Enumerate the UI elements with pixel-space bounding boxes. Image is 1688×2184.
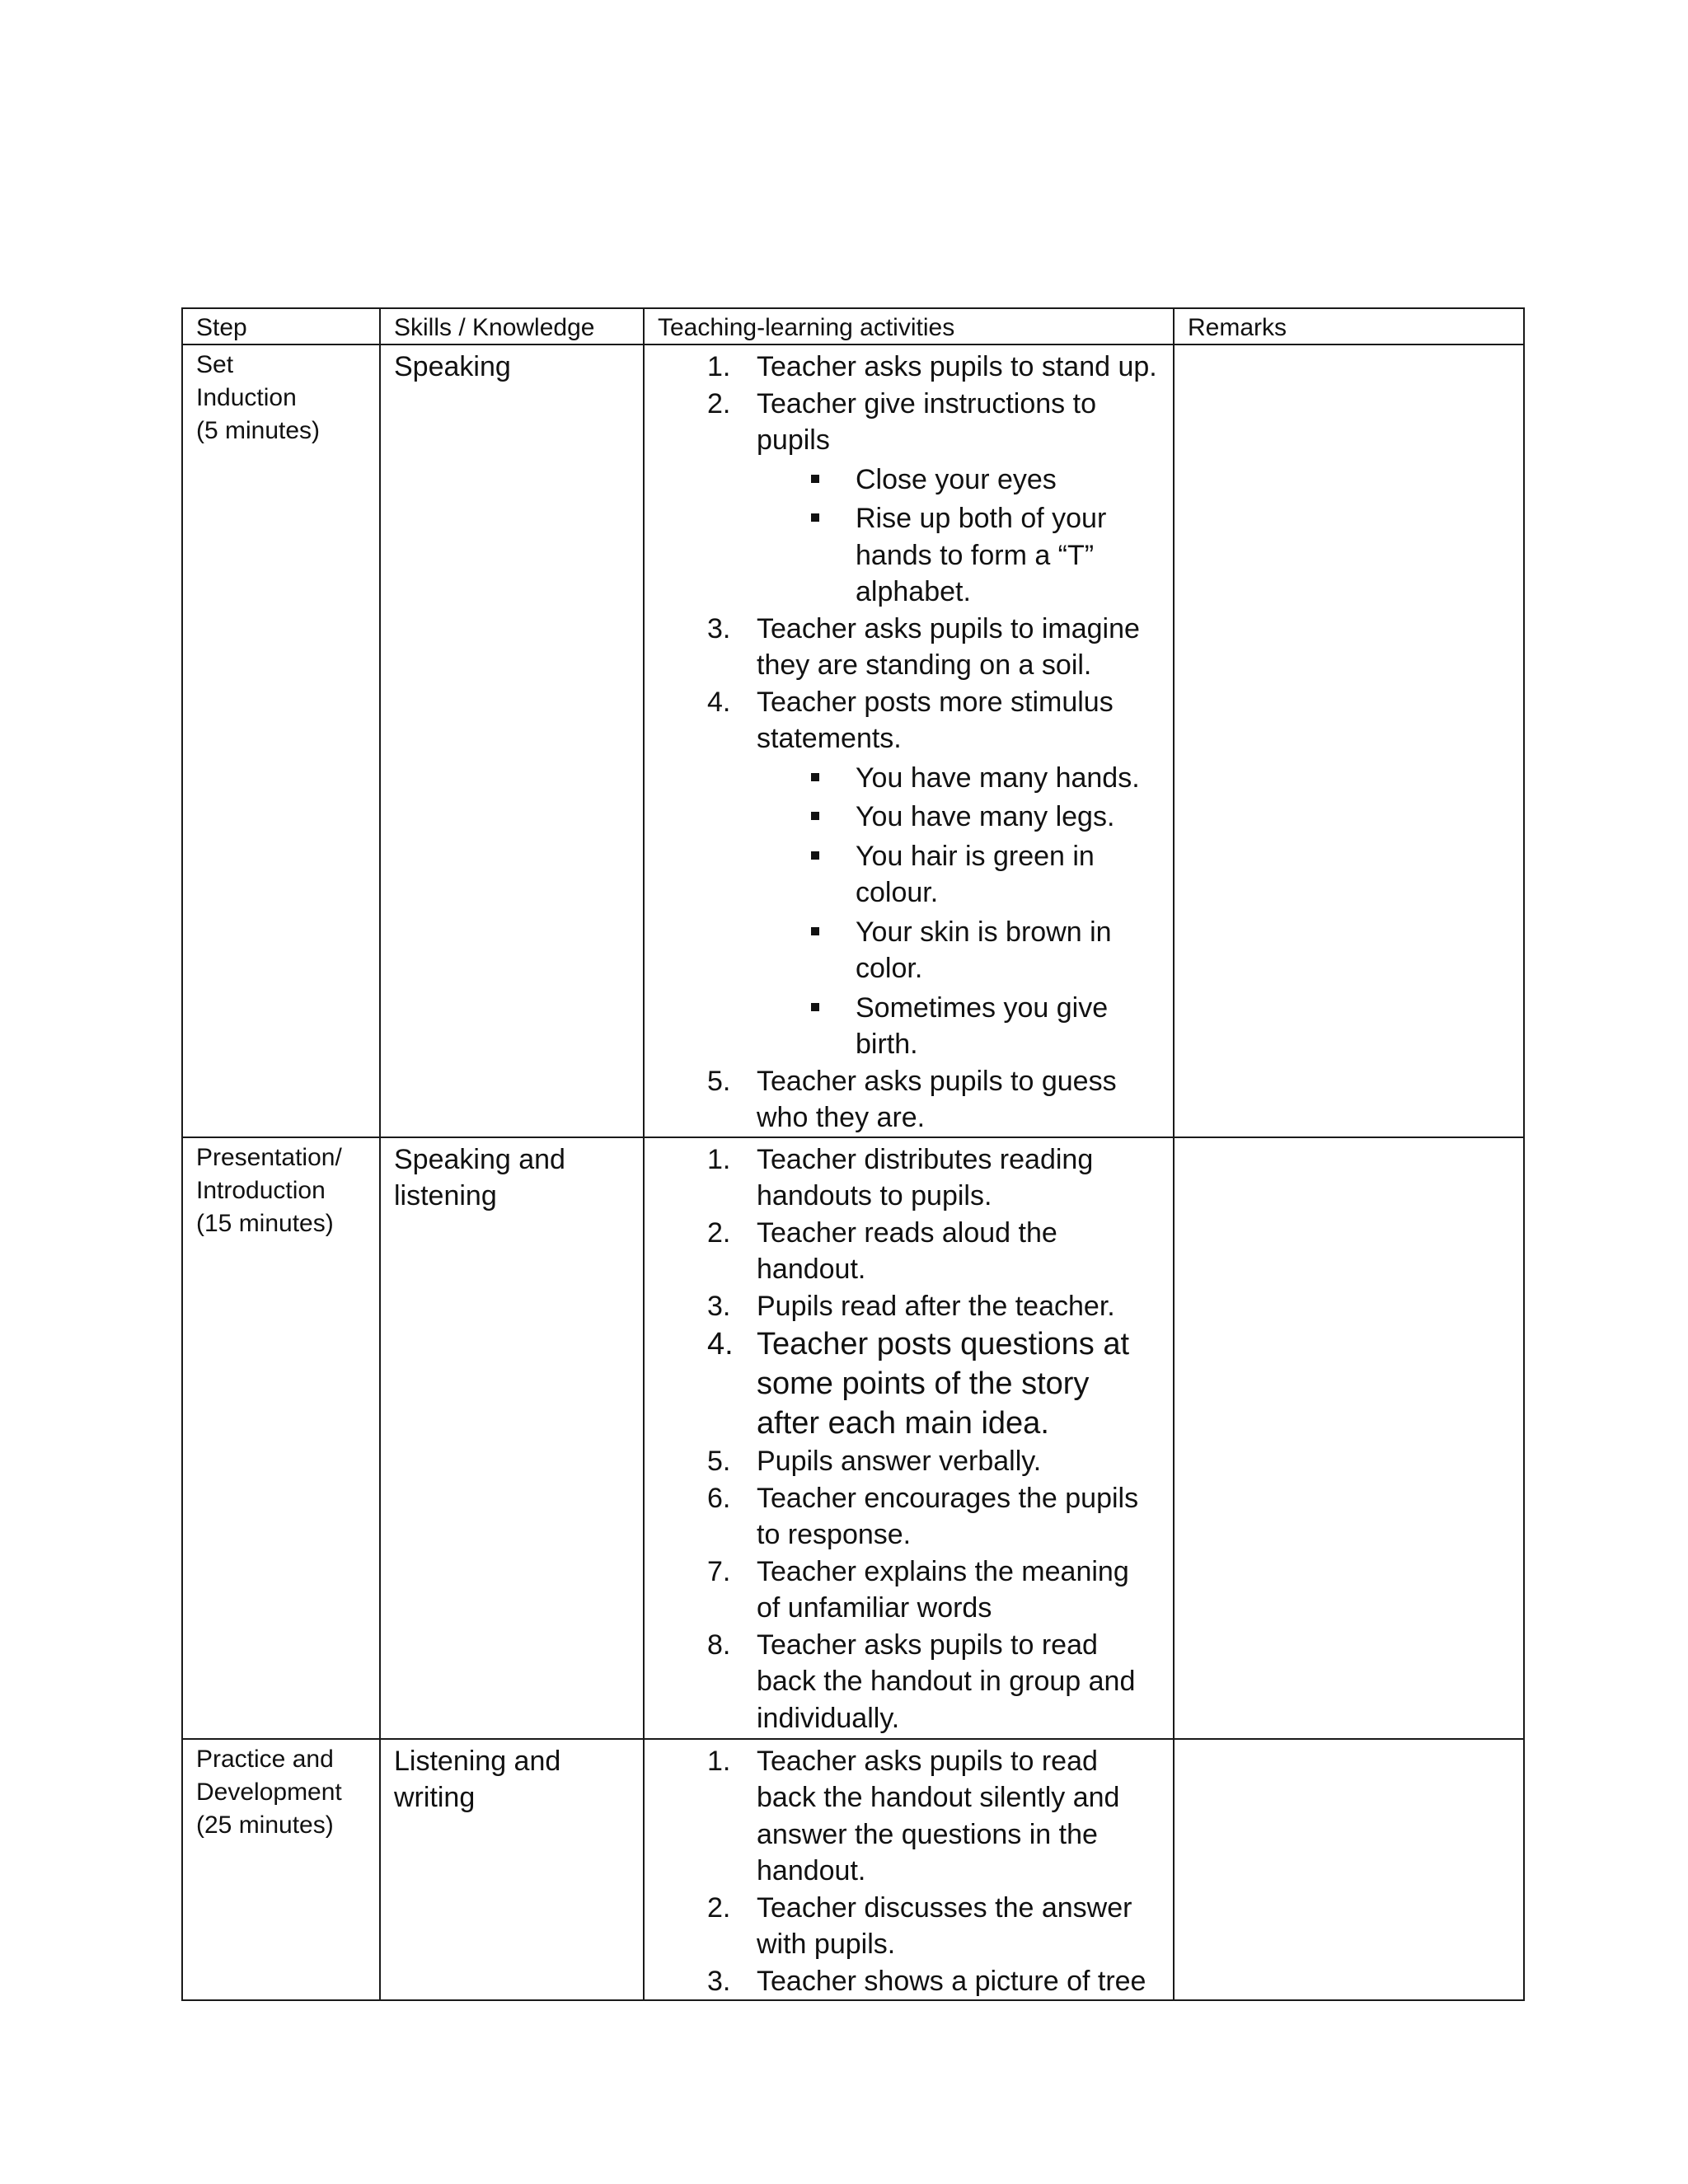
header-step: Step xyxy=(182,308,380,344)
activity-text: Teacher distributes reading handouts to pupils. xyxy=(757,1143,1094,1212)
activity-number: 5. xyxy=(707,1065,731,1097)
sub-item-text: Sometimes you give birth. xyxy=(856,991,1109,1060)
activity-number: 1. xyxy=(707,1143,731,1175)
activity-text: Teacher posts more stimulus statements. xyxy=(757,686,1114,754)
header-remarks: Remarks xyxy=(1174,308,1524,344)
activity-text: Teacher explains the meaning of unfamiliar words xyxy=(757,1555,1129,1624)
sub-item-text: You have many legs. xyxy=(856,801,1115,832)
step-label: Set Induction (5 minutes) xyxy=(196,351,321,444)
activity-number: 4. xyxy=(707,1327,734,1361)
activity-number: 8. xyxy=(707,1629,731,1661)
square-bullet-icon xyxy=(811,513,819,522)
activity-text: Teacher asks pupils to read back the handout in group and individually. xyxy=(757,1629,1136,1734)
activity-number: 1. xyxy=(707,351,731,382)
activities-cell xyxy=(644,1739,1174,2001)
activity-item xyxy=(658,1141,1160,1215)
sub-item-text: Your skin is brown in color. xyxy=(856,916,1112,984)
sub-item-text: You hair is green in colour. xyxy=(856,840,1095,908)
activity-item xyxy=(658,1215,1160,1288)
sub-list xyxy=(757,462,1160,611)
remarks-cell xyxy=(1174,1137,1524,1739)
activities-list xyxy=(658,1141,1160,1737)
activities-cell xyxy=(644,1137,1174,1739)
skills-label: Speaking and listening xyxy=(394,1143,565,1212)
step-cell xyxy=(182,344,380,1137)
table-row xyxy=(182,1137,1524,1739)
activity-number: 2. xyxy=(707,1891,731,1924)
activity-number: 3. xyxy=(707,1290,731,1322)
sub-item xyxy=(757,838,1160,912)
activity-number: 4. xyxy=(707,686,731,718)
activity-text: Teacher posts questions at some points of the story after each main idea. xyxy=(757,1327,1130,1441)
activity-text: Teacher encourages the pupils to response. xyxy=(757,1482,1139,1550)
step-cell xyxy=(182,1739,380,2001)
activity-number: 3. xyxy=(707,1965,731,1997)
activity-item xyxy=(658,684,1160,1063)
activity-text: Teacher discusses the answer with pupils. xyxy=(757,1891,1132,1960)
skills-cell xyxy=(380,1137,644,1739)
skills-cell xyxy=(380,1739,644,2001)
activity-text: Teacher asks pupils to imagine they are standing on a soil. xyxy=(757,612,1140,681)
table-row xyxy=(182,1739,1524,2001)
activity-item xyxy=(658,1554,1160,1627)
square-bullet-icon xyxy=(811,927,819,935)
sub-item-text: Rise up both of your hands to form a “T” alphabet. xyxy=(856,503,1107,607)
activity-item xyxy=(658,1963,1160,2000)
activity-text: Teacher asks pupils to guess who they are. xyxy=(757,1065,1117,1133)
activity-item xyxy=(658,1063,1160,1137)
square-bullet-icon xyxy=(811,773,819,781)
remarks-cell xyxy=(1174,1739,1524,2001)
activity-item xyxy=(658,349,1160,386)
header-activities: Teaching-learning activities xyxy=(644,308,1174,344)
skills-label: Listening and writing xyxy=(394,1745,561,1813)
activity-text: Pupils read after the teacher. xyxy=(757,1290,1115,1322)
activity-number: 5. xyxy=(707,1446,731,1477)
activity-item xyxy=(658,386,1160,611)
activity-item xyxy=(658,1443,1160,1480)
activity-item xyxy=(658,1480,1160,1554)
header-row xyxy=(182,308,1524,344)
square-bullet-icon xyxy=(811,812,819,820)
activity-text: Pupils answer verbally. xyxy=(757,1446,1042,1477)
sub-item-text: Close your eyes xyxy=(856,463,1057,495)
square-bullet-icon xyxy=(811,851,819,860)
activity-text: Teacher shows a picture of tree xyxy=(757,1965,1146,1997)
activity-item xyxy=(658,1324,1160,1443)
activity-number: 3. xyxy=(707,612,731,644)
sub-item xyxy=(757,914,1160,987)
square-bullet-icon xyxy=(811,1003,819,1011)
sub-item xyxy=(757,462,1160,499)
skills-label: Speaking xyxy=(394,351,511,382)
activity-item xyxy=(658,1288,1160,1325)
activity-number: 1. xyxy=(707,1745,731,1777)
skills-cell xyxy=(380,344,644,1137)
activity-text: Teacher asks pupils to read back the handout silently and answer the questions in the handout. xyxy=(757,1745,1120,1886)
table-row xyxy=(182,344,1524,1137)
lesson-plan-table xyxy=(181,307,1525,2001)
activities-cell xyxy=(644,344,1174,1137)
sub-list xyxy=(757,760,1160,1063)
activity-item xyxy=(658,1743,1160,1890)
square-bullet-icon xyxy=(811,475,819,483)
step-label: Presentation/ Introduction (15 minutes) xyxy=(196,1143,342,1237)
activity-item xyxy=(658,1890,1160,1963)
sub-item xyxy=(757,760,1160,797)
activity-number: 2. xyxy=(707,387,731,419)
activity-text: Teacher reads aloud the handout. xyxy=(757,1216,1057,1285)
sub-item xyxy=(757,500,1160,611)
activity-item xyxy=(658,611,1160,684)
activity-text: Teacher give instructions to pupils xyxy=(757,387,1096,456)
activities-list xyxy=(658,1743,1160,2000)
activity-number: 2. xyxy=(707,1216,731,1249)
remarks-cell xyxy=(1174,344,1524,1137)
header-skills: Skills / Knowledge xyxy=(380,308,644,344)
sub-item xyxy=(757,799,1160,836)
activity-item xyxy=(658,1627,1160,1737)
sub-item-text: You have many hands. xyxy=(856,762,1140,794)
activity-number: 6. xyxy=(707,1482,731,1514)
activities-list xyxy=(658,349,1160,1137)
step-label: Practice and Development (25 minutes) xyxy=(196,1745,342,1839)
step-cell xyxy=(182,1137,380,1739)
activity-text: Teacher asks pupils to stand up. xyxy=(757,351,1157,382)
activity-number: 7. xyxy=(707,1555,731,1587)
sub-item xyxy=(757,990,1160,1063)
